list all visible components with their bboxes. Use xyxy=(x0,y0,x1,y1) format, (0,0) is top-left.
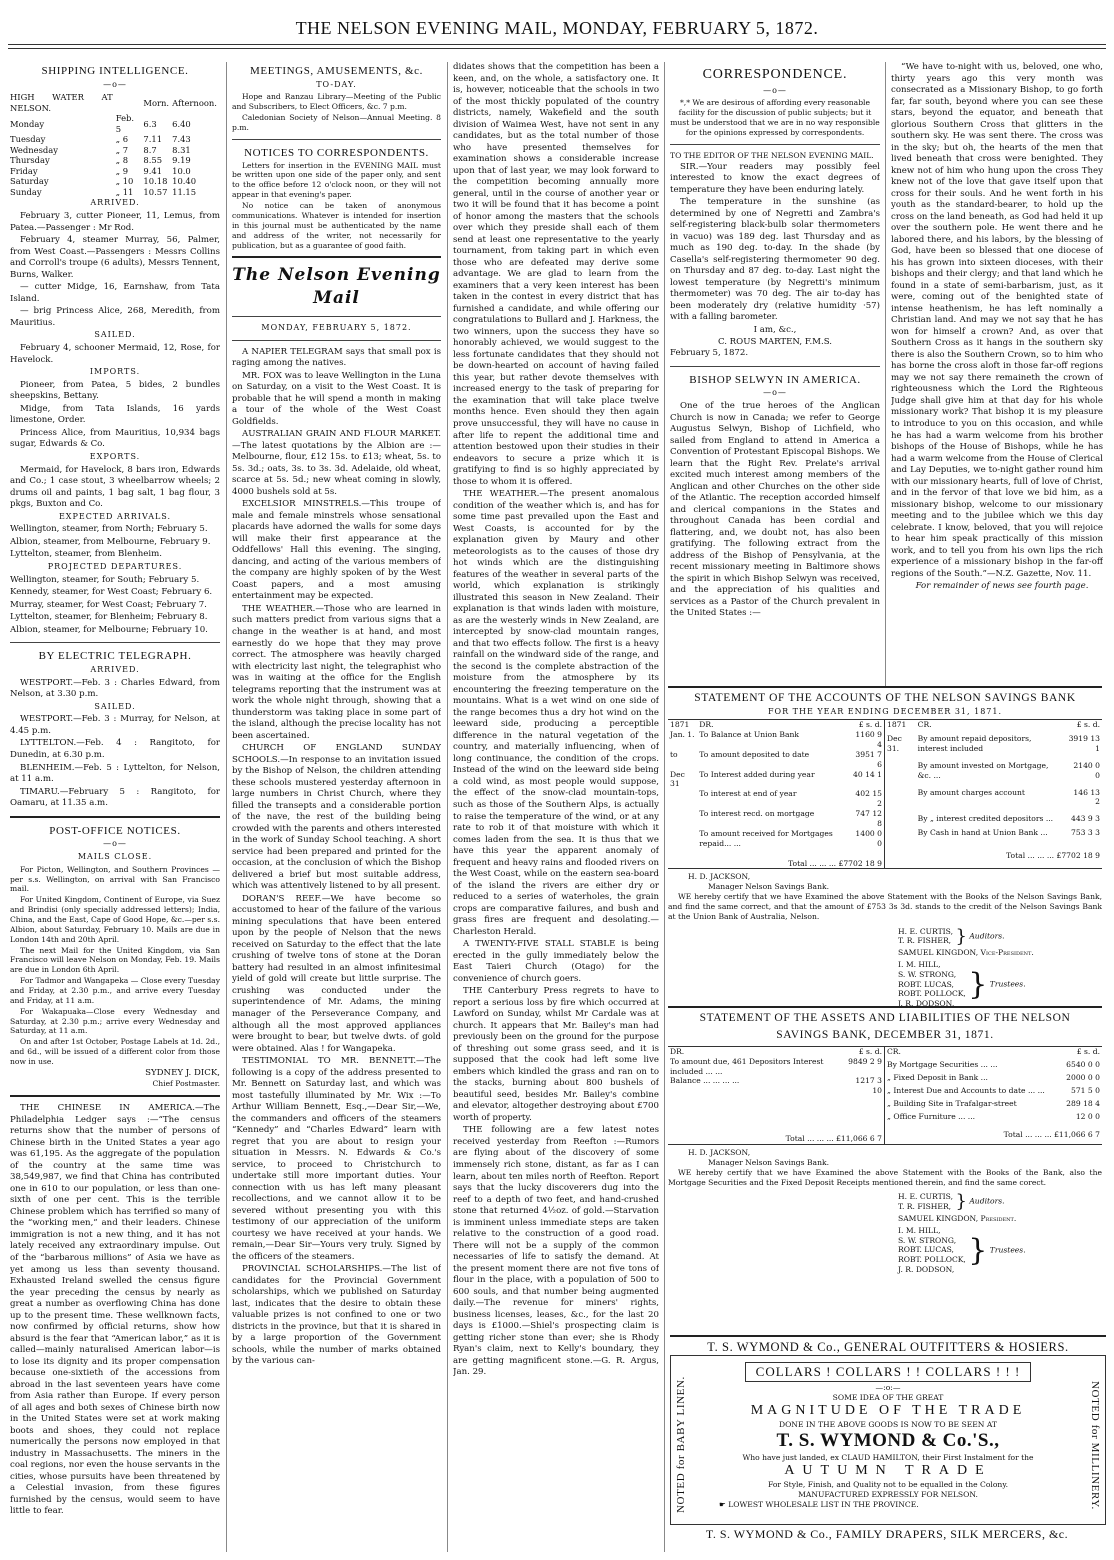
column-divider xyxy=(447,62,448,1552)
meetings-heading: MEETINGS, AMUSEMENTS, &c. xyxy=(250,65,423,77)
liabilities-table xyxy=(668,1047,885,1144)
certification: WE hereby certify that we have Examined the above Statement with the Books of the Nelson Savings Bank, and find the same correct, and that the amount of £753 3s 3d. stands to the credit of the Nelson Savings Bank at the Union Bank of Australia, Nelson. xyxy=(668,892,1102,921)
export-item: Mermaid, for Havelock, 8 bars iron, Edwards and Co.; 1 case stout, 3 wheelbarrow wheels; 2 drums oil and paints, 1 bag salt, 1 bag flour, 3 pkgs, Buxton and Co. xyxy=(10,464,220,510)
telegraph-item: LYTTELTON.—Feb. 4 : Rangitoto, for Dunedin, at 6.30 p.m. xyxy=(10,738,220,760)
table-row: Balance ... ... ... ... 1217 3 10 xyxy=(670,1076,882,1096)
rule xyxy=(232,340,441,341)
vice-president: SAMUEL KINGDON, Vice-President. xyxy=(898,948,1034,958)
manager-title: Manager Nelson Savings Bank. xyxy=(708,1157,829,1167)
table-row: „ Office Furniture ... ... 12 0 0 xyxy=(887,1112,1100,1122)
tg-arrived-heading: ARRIVED. xyxy=(90,664,140,674)
news-paragraph: THE WEATHER.—Those who are learned in such matters predict from various signs that a change in the weather is at hand, and most earnestly do we hope that they may prove correct. The atmosphere was heavily charged with electricity last night, the telegraphist who was in waiting at the office for the English telegrams reporting that the instrument was at work the whole night through, showing that a thunderstorm was taking place in some part of the island, although the precise locality has not been ascertained. xyxy=(232,603,441,741)
expected-item: Lyttelton, steamer, from Blenheim. xyxy=(10,549,162,560)
table-row: Jan. 1. To Balance at Union Bank 1160 9 4 xyxy=(670,730,882,750)
assets-credit-table xyxy=(885,1047,1102,1144)
total-row: Total ... ... ... £7702 18 9 xyxy=(788,858,882,868)
postmaster-title: Chief Postmaster. xyxy=(152,1079,220,1089)
news-paragraph: THE Canterbury Press regrets to have to report a serious loss by fire which occurred at Lawford on Sunday, whilst Mr Cardale was at church. It appears that Mr. Bailey's man had previously been on the ground for the purpose of threshing out some grass seed, and it is supposed that the cook had left some live embers which kindled the grass and ran on to the stacks, burning about 800 bushels of beautiful seed, besides Mr. Bailey's combine and elevator, altogether destroying about £700 worth of property. xyxy=(453,986,659,1123)
news-paragraph: TESTIMONIAL TO MR. BENNETT.—The following is a copy of the address presented to Mr. Bennett on Saturday last, and which was most tastefully illuminated by Mr. Wix :—To Arthur William Bennett, Esq.,—Dear Sir,—We, the commanders and officers of the steamers “Kennedy” and “Charles Edward” learn with regret that you are about to resign your situation in Messrs. N. Edwards & Co.'s service, to proceed to Christchurch to undertake still more important duties. Your connection with us has left many pleasant recollections, and we cannot allow it to be severed without presenting you with this testimony of our appreciation of the uniform courtesy we have received at your hands. We remain,—Dear Sir—Yours very truly. Signed by the officers of the steamers. xyxy=(232,1056,441,1262)
import-item: Midge, from Tata Islands, 16 yards limestone, Order. xyxy=(10,403,220,426)
ad-box xyxy=(670,1355,1106,1525)
column-divider xyxy=(885,62,886,687)
imports-heading: IMPORTS. xyxy=(89,367,141,377)
rule xyxy=(668,1006,1102,1008)
news-paragraph: didates shows that the competition has been a keen, and, on the whole, a satisfactory one. It is, however, noticeable that the schools in two of the most thickly populated of the country districts, namely, Wakefield and the south division of Waimea West, have not sent in any candidates, but as the total number of those who have presented themselves for examination shows a considerable increase upon that of last year, we may look forward to the competition becoming annually more general, until in the course of another year or two it will be found that it has become a point of honor among the masters that the schools over which they preside shall each of them send at least one representative to the yearly tournament, from taking part in which even those who are defeated may derive some advantage. We are glad to learn from the examiners that a very keen interest has been taken in the contest in every district that has furnished a candidate, and while offering our congratulations to Bullard and J. Harkness, the two winners, upon the success they have so honorably achieved, we would suggest to the less fortunate candidates that they should not be down-hearted on account of having failed this year, but rather devote themselves with increased energy to the task of preparing for the examination that will take place twelve months hence. Even should they then again prove unsuccessful, they will have no cause in after life to repent the additional time and attention bestowed upon their studies in their endeavors to secure a prize which it is gratifying to find is so highly appreciated by those to whom it is offered. xyxy=(453,62,659,487)
assets-statement xyxy=(668,1006,1102,1275)
departure-item: Murray, steamer, for West Coast; February 7. xyxy=(10,599,207,610)
selwyn-quote: “We have to-night with us, beloved, one who, thirty years ago this very month was consecrated as a Missionary Bishop, to go forth far, far south, beyond where you can see these stars, beyond the equator, and beneath that glorious Southern Cross that glitters in the southern sky. He was sent there. The cross was in the sky; but oh, the hearts of the men that lived beneath that cross were benighted. They knew not of him who hung upon the cross They knew not of the love that gave itself upon that cross for their souls. And he went forth in his youth as the standard-bearer, to hold up the cross on the land beneath, as God had held it up over the southern pole. He went there and he labored there, and his labors, by the blessing of God, have been so blessed that one diocese of his has grown into sixteen dioceses, with their bishops and their clergy; and that land which he found in a state of semi-barbarism, just, as it were, coming out of the benighted state of intense heathenism, he has left nominally a Christian land. And may we not say that he has won for himself a crown? And, as over that Southern Cross as it hangs in the southern sky there is also the Southern Crown, so to him who has borne the cross aloft in those far-off regions may we not say there remaineth the crown of righteousness which the Lord the Righteous Judge shall give him at that day for his whole missionary work? That bishop it is my pleasure to introduce to you on this occasion, and while he has had a warm welcome from his brother bishops of the House of Bishops, while he has had a warm welcome from the House of Clerical and Lay Deputies, we to-night gather round him with our missionary hearts, full of love of Christ, and in the fervor of that love we bid him, as a missionary bishop, welcome to our missionary meeting and to the jubilee which we this day celebrate. I know, beloved, that you will rejoice to hear him speak practically of this mission work, and to tell you from his own lips the rich experience of a missionary bishop in the far-off regions of the South.”—N.Z. Gazette, Nov. 11. xyxy=(891,62,1103,579)
arrival-item: — brig Princess Alice, 268, Meredith, from Mauritius. xyxy=(10,306,220,328)
assets-heading: STATEMENT OF THE ASSETS AND LIABILITIES OF THE NELSON xyxy=(699,1012,1071,1024)
rule xyxy=(232,256,441,258)
table-row: CR. £ s. d. xyxy=(887,1046,1100,1056)
table-row: „ Interest Due and Accounts to date ... ... 571 5 0 xyxy=(887,1086,1100,1096)
news-paragraph: A TWENTY-FIVE STALL STABLE is being erected in the gully immediately below the East Taieri Church (Otago) for the convenience of church goers. xyxy=(453,939,659,984)
divider: —:o:— xyxy=(875,1383,901,1392)
certification: WE hereby certify that we have Examined the above Statement with the Books of the Bank, also the Mortgage Securities and the Fixed Deposit Receipts mentioned therein, and find the same corect. xyxy=(668,1167,1102,1187)
rule xyxy=(670,366,880,367)
table-row: Dec 31 To Interest added during year 40 14 1 xyxy=(670,769,882,789)
credit-table xyxy=(885,720,1102,868)
masthead-rule-top xyxy=(8,44,1106,45)
news-paragraph: MR. FOX was to leave Wellington in the Luna on Saturday, on a visit to the West Coast. It is probable that he will spend a month in making a tour of the whole of the West Coast Goldfields. xyxy=(232,370,441,427)
mail-item: On and after 1st October, Postage Labels at 1d. 2d., and 6d., will be issued of a different color from those now in use. xyxy=(10,1037,220,1067)
telegraph-item: WESTPORT.—Feb. 3 : Murray, for Nelson, at 4.45 p.m. xyxy=(10,714,220,736)
ad-line: For Style, Finish, and Quality not to be equalled in the Colony. xyxy=(767,1480,1009,1489)
post-office-heading: POST-OFFICE NOTICES. xyxy=(49,824,181,837)
assets-subheading: SAVINGS BANK, DECEMBER 31, 1871. xyxy=(776,1028,994,1041)
selwyn-article: One of the true heroes of the Anglican Church is now in Canada; we refer to George Augustus Selwyn, Bishop of Lichfield, who sailed from England to attend in America a Convention of Protestant Episcopal Bishops. We learn that the Right Rev. Prelate's arrival excited much interest among members of the Anglican and other Churches on the other side of the Atlantic. The reception accorded himself and clerical companions in the States and throughout Canada has been cordial and flattering, and, we doubt not, has also been gratifying. The following extract from the address of the Bishop of Pensylvania, at the recent missionary meeting in Baltimore shows the spirit in which Bishop Selwyn was received, and the appreciation of his qualities and services as a Pastor of the Church prevalent in the United States :— xyxy=(670,400,880,619)
meeting-item: Hope and Ranzau Library—Meeting of the Public and Subscribers, to Elect Officers, &c. 7 p.m. xyxy=(232,92,441,112)
trustee-names: I. M. HILL, S. W. STRONG, ROBT. LUCAS, ROBT. POLLOCK, J. R. DODSON, xyxy=(898,1225,966,1275)
pointing-hand-icon: ☛ xyxy=(719,1500,726,1509)
remainder-note: For remainder of news see fourth page. xyxy=(915,581,1089,592)
rule xyxy=(668,686,1102,688)
expected-item: Albion, steamer, from Melbourne, February 9. xyxy=(10,536,211,547)
brace: } xyxy=(955,1191,967,1213)
brace: } xyxy=(968,1232,988,1268)
ad-body xyxy=(699,1360,1077,1510)
table-row: By „ interest credited depositors ... 443 9 3 xyxy=(917,814,1100,824)
assets-table xyxy=(668,1046,1102,1145)
letter-date: February 5, 1872. xyxy=(670,348,749,359)
divider: —o— xyxy=(763,388,787,398)
table-row: By Cash in hand at Union Bank ... 753 3 3 xyxy=(917,827,1100,837)
ad-line: SOME IDEA OF THE GREAT xyxy=(832,1393,944,1402)
table-row: 1871 CR. £ s. d. xyxy=(887,720,1100,730)
total-row: Total ... ... ... £11,066 6 7 xyxy=(1003,1129,1100,1139)
column-5 xyxy=(891,62,1103,682)
notices-heading: NOTICES TO CORRESPONDENTS. xyxy=(244,146,429,159)
exports-heading: EXPORTS. xyxy=(89,451,141,461)
table-row: By amount charges account 146 13 2 xyxy=(917,787,1100,807)
manager-name: H. D. JACKSON, xyxy=(688,1148,751,1158)
trustees-block xyxy=(898,960,1102,1009)
news-paragraph: PROVINCIAL SCHOLARSHIPS.—The list of candidates for the Provincial Government scholarships, which we published on Saturday last, indicates that the desire to obtain these valuable prizes is not confined to one or two districts in the province, but that it is shared in by a large proportion of the Government schools, while the number of marks obtained by the various can- xyxy=(232,1264,441,1367)
news-paragraph: DORAN'S REEF.—We have become so accustomed to hear of the failure of the various mining speculations that have been entered upon by the people of Nelson that the news received on Saturday to the effect that the late crushing of twelve tons of stone at the Doran battery had resulted in an almost infinitesimal yield of gold will create but little surprise. The crushing was conducted under the superintendence of Mr. Adams, the mining manager of the Perseverance Company, and although all the most approved appliances were brought to bear, but twelve dwts. of gold were obtained. Alas ! for Wangapeka. xyxy=(232,893,441,1054)
rule xyxy=(10,1095,220,1097)
news-paragraph: AUSTRALIAN GRAIN AND FLOUR MARKET.—The latest quotations by the Albion are :—Melbourne, flour, £12 15s. to £13; wheat, 5s. to 5s. 3d.; oats, 3s. to 3s. 3d. Adelaide, old wheat, scarce at 5s. 5d.; new wheat coming in slowly, 4000 bushels sold at 5s. xyxy=(232,429,441,497)
departure-item: Lyttelton, steamer, for Blenheim; February 8. xyxy=(10,612,208,623)
table-row: To interest recd. on mortgage 747 12 8 xyxy=(699,809,882,828)
column-1 xyxy=(10,62,220,1552)
notice-item: No notice can be taken of anonymous communications. Whatever is intended for insertion in this journal must be authenticated by the name and address of the writer, not necessarily for publication, but as a guarantee of good faith. xyxy=(232,201,441,250)
table-row: 1871 DR. £ s. d. xyxy=(670,720,882,730)
auditor-names: H. E. CURTIS, T. R. FISHER, xyxy=(898,926,954,946)
shipping-heading: SHIPPING INTELLIGENCE. xyxy=(41,65,189,77)
tide-header: HIGH WATER AT NELSON. xyxy=(10,92,113,113)
news-paragraph: A NAPIER TELEGRAM says that small pox is raging among the natives. xyxy=(232,346,441,369)
today-label: TO-DAY. xyxy=(316,79,357,89)
arrival-item: February 4, steamer Murray, 56, Palmer, from West Coast.—Passengers : Messrs Collins and Corroll's troupe (6 adults), Messrs Tennent, Burns, Walker. xyxy=(10,235,220,280)
mail-item: For Wakapuaka—Close every Wednesday and Saturday, at 2.30 p.m.; arrive every Wednesday and Saturday, at 11 a.m. xyxy=(10,1006,220,1036)
trustees-label: Trustees. xyxy=(989,979,1026,989)
news-paragraph: CHURCH OF ENGLAND SUNDAY SCHOOLS.—In response to an invitation issued by the Bishop of Nelson, the children attending these schools mustered yesterday afternoon in large numbers in Christ Church, where they filled the transepts and a considerable portion of the nave, the rest of the building being crowded with the parents and others interested in the work of Sunday School teaching. A short service had been prepared and printed for the occasion, at the conclusion of which the Bishop delivered a brief but most suitable address, which was attentively listened to by all present. xyxy=(232,743,441,892)
column-3 xyxy=(453,62,659,1552)
ad-line: DONE IN THE ABOVE GOODS IS NOW TO BE SEEN AT xyxy=(778,1420,997,1429)
table-row: To interest at end of year 402 15 2 xyxy=(699,789,882,809)
telegraph-heading: BY ELECTRIC TELEGRAPH. xyxy=(38,650,192,663)
chinese-article: THE CHINESE IN AMERICA.—The Philadelphia Ledger says :—“The census returns show that the number of persons of Chinese birth in the United States a year ago was 61,195. As the aggregate of the population of the country at the same time was 38,549,987, we find that China has contributed one in 610 to our population, or less than one-sixth of one per cent. This is the terrible Chinese problem which has terrified so many of the “working men,” and their leaders. Chinese immigration is not a new thing, and it has not lately received any extraordinary impulse. Out of the “barbarous millions” of Asia we have as yet among us less than seventy thousand. Exhausted Ireland swelled the census figure the year preceding the census by nearly as great a number as overflowing China has done up to the present time. These wellknown facts, now confirmed by official returns, show how absurd is the fear that “American labor,” as it is called—mainly naturalised American labor—is to lose its dignity and its proper compensation because one-sixtieth of the accessions from abroad in the last seventeen years have come from Asia rather than Europe. If every person of all ages and both sexes of Chinese birth now in the United States were set at work making boots and shoes, they could not replace numerically the persons now employed in that industry in Massachusetts. The miners in the coal regions, nor even the house servants in the cities, whose pursuits have been threatened by a Celestial invasion, from these figures furnished by the census, would seem to have little to fear. xyxy=(10,1103,220,1517)
table-row: By amount invested on Mortgage, &c. ... 2140 0 0 xyxy=(917,760,1100,780)
ad-title: T. S. WYMOND & Co., GENERAL OUTFITTERS & HOSIERS. xyxy=(707,1340,1069,1354)
arrived-heading: ARRIVED. xyxy=(90,198,140,208)
table-row: Dec 31. By amount repaid depositors, interest included 3919 13 1 xyxy=(887,733,1100,753)
departure-item: Albion, steamer, for Melbourne; February 10. xyxy=(10,624,208,635)
news-paragraph: EXCELSIOR MINSTRELS.—This troupe of male and female minstrels whose sensational placards have adorned the walls for some days will make their first appearance at the Oddfellows' Hall this evening. The singing, dancing, and acting of the various members of the company are highly spoken of by the West Coast papers, and a most amusing entertainment may be expected. xyxy=(232,499,441,602)
column-divider xyxy=(226,62,227,1552)
column-4 xyxy=(670,62,880,682)
tide-row: Thursday „ 8 8.55 9.19 xyxy=(10,155,191,166)
auditors-label: Auditors. xyxy=(969,1197,1005,1207)
trustee-names: I. M. HILL, S. W. STRONG, ROBT. LUCAS, ROBT. POLLOCK, J. R. DODSON, xyxy=(898,959,966,1009)
masthead-rule-bottom xyxy=(8,48,1106,49)
tide-row: Wednesday „ 7 8.7 8.31 xyxy=(10,144,191,155)
rule xyxy=(232,316,441,317)
president: SAMUEL KINGDON, President. xyxy=(898,1213,1017,1223)
rule xyxy=(10,642,220,643)
table-row: „ Building Site in Trafalgar-street 289 18 4 xyxy=(887,1099,1100,1109)
rule xyxy=(232,139,441,140)
arrival-item: — cutter Midge, 16, Earnshaw, from Tata Island. xyxy=(10,282,220,304)
manager-name: H. D. JACKSON, xyxy=(688,872,751,882)
column-divider xyxy=(664,62,665,1552)
mail-item: For United Kingdom, Continent of Europe, via Suez and Brindisi (only specially addressed letters); India, China, and the East, Cape of Good Hope, &c.—per s.s. Albion, about Saturday, February 10. Mails are due in London 14th and 20th April. xyxy=(10,895,220,944)
ad-line: MANUFACTURED EXPRESSLY FOR NELSON. xyxy=(798,1490,978,1499)
tide-row: Tuesday „ 6 7.11 7.43 xyxy=(10,134,191,145)
mail-item: For Picton, Wellington, and Southern Provinces —per s.s. Wellington, on arrival with San Francisco mail. xyxy=(10,864,220,894)
table-row: By Mortgage Securities ... ... 6540 0 0 xyxy=(887,1059,1100,1069)
trustees-block xyxy=(898,1226,1102,1275)
manager-title: Manager Nelson Savings Bank. xyxy=(708,882,829,892)
auditor-names: H. E. CURTIS, T. R. FISHER, xyxy=(898,1192,954,1212)
disclaimer: *,* We are desirous of affording every reasonable facility for the discussion of public subjects; but it must be understood that we are in no way responsible for the opinions expressed by correspondents. xyxy=(670,98,880,138)
departure-item: Wellington, steamer, for South; February 5. xyxy=(10,574,200,585)
tide-header: Afternoon. xyxy=(172,97,217,108)
tide-row: Sunday „ 11 10.57 11.15 xyxy=(10,186,197,197)
column-2 xyxy=(232,62,441,1552)
signatory: C. ROUS MARTEN, F.M.S. xyxy=(717,336,833,347)
letter-paragraph: SIR.—Your readers may possibly feel interested to know the exact degrees of temperature they have been enduring lately. xyxy=(670,161,880,195)
tg-sailed-heading: SAILED. xyxy=(94,701,136,711)
table-row: To amount due, 461 Depositors Interest included ... ... 9849 2 9 xyxy=(670,1056,882,1076)
telegraph-item: TIMARU.—February 5 : Rangitoto, for Oamaru, at 11.35 a.m. xyxy=(10,786,220,809)
divider: —o— xyxy=(103,839,127,849)
wymond-advertisement xyxy=(670,1335,1106,1545)
import-item: Princess Alice, from Mauritius, 10,934 bags sugar, Edwards & Co. xyxy=(10,427,220,450)
sailed-item: February 4, schooner Mermaid, 12, Rose, for Havelock. xyxy=(10,343,220,365)
postmaster-signature: SYDNEY J. DICK, xyxy=(145,1067,220,1078)
trustees-label: Trustees. xyxy=(989,1245,1026,1255)
masthead: THE NELSON EVENING MAIL, MONDAY, FEBRUARY 5, 1872. xyxy=(295,18,819,38)
total-row: Total ... ... ... £11,066 6 7 xyxy=(785,1134,882,1144)
brace: } xyxy=(955,925,967,947)
auditors-label: Auditors. xyxy=(969,931,1005,941)
ad-line: Who have just landed, ex CLAUD HAMILTON, their First Instalment for the xyxy=(742,1453,1034,1462)
expected-item: Wellington, steamer, from North; February 5. xyxy=(10,524,208,535)
ad-bottom-line: T. S. WYMOND & Co., FAMILY DRAPERS, SILK MERCERS, &c. xyxy=(705,1527,1069,1541)
dateline: MONDAY, FEBRUARY 5, 1872. xyxy=(261,322,412,332)
ad-side-right: NOTED for MILLINERY. xyxy=(1089,1380,1101,1510)
tide-header: Morn. xyxy=(143,97,170,108)
accounts-table xyxy=(668,719,1102,869)
correspondence-heading: CORRESPONDENCE. xyxy=(702,67,848,82)
mail-item: The next Mail for the United Kingdom, via San Francisco will leave Nelson on Monday, Feb. 19. Mails are due in London 6th April. xyxy=(10,945,220,975)
news-paragraph: THE following are a few latest notes received yesterday from Reefton :—Rumors are flying about of the discovery of some immensely rich stone, distant, as far as I can learn, about ten miles north of Reefton. Report says that the lucky discoverers dug into the reef to a depth of two feet, and hand-crushed stone that returned 4½oz. of gold.—Starvation is imminent unless immediate steps are taken relative to the construction of a good road. There will not be a supply of the common necessaries of life to satisfy the demand. At the present moment there are not five tons of flour in the place, with a population of 500 to 600 souls, and that number being augmented daily.—The revenue for miners' rights, business licenses, leases, &c., for the last 20 days is £1000.—Shiel's prospecting claim is getting richer stone than ever; she is Rhody Ryan's claim, next to Kelly's boundary, they are getting magnificent stone.—G. R. Argus, Jan. 29. xyxy=(453,1125,659,1378)
rule xyxy=(670,144,880,145)
to-editor: TO THE EDITOR OF THE NELSON EVENING MAIL. xyxy=(670,150,874,160)
selwyn-heading: BISHOP SELWYN IN AMERICA. xyxy=(689,373,861,386)
tide-table xyxy=(10,92,220,197)
notice-item: Letters for insertion in the EVENING MAIL must be written upon one side of the paper only, and sent to the office before 12 o'clock noon, or they will not appear in that evening's paper. xyxy=(232,160,441,200)
signoff: I am, &c., xyxy=(753,324,797,335)
letter-paragraph: The temperature in the sunshine (as determined by one of Negretti and Zambra's self-registering black-bulb solar thermometers in vacuo) was 189 deg. last Thursday and as much as 190 deg. to-day. In the shade (by Casella's self-registering thermometer 90 deg. on Thursday and 87 deg. to-day. Last night the lowest temperature (by Negretti's minimum thermometer) was 70 deg. The air to-day has been moderately dry (relative humidity ·57) with a falling barometer. xyxy=(670,197,880,323)
mails-heading: MAILS CLOSE. xyxy=(77,852,153,862)
table-row: To amount received for Mortgages repaid... ... 1400 0 0 xyxy=(699,828,882,848)
telegraph-item: WESTPORT.—Feb. 3 : Charles Edward, from Nelson, at 3.30 p.m. xyxy=(10,677,220,700)
rule xyxy=(670,1335,1106,1337)
divider: —o— xyxy=(103,79,127,89)
departures-heading: PROJECTED DEPARTURES. xyxy=(47,561,183,571)
tide-row: Monday Feb. 5 6.3 6.40 xyxy=(10,113,191,134)
departure-item: Kennedy, steamer, for West Coast; February 6. xyxy=(10,587,213,598)
accounts-subheading: FOR THE YEAR ENDING DECEMBER 31, 1871. xyxy=(767,706,1003,716)
expected-heading: EXPECTED ARRIVALS. xyxy=(58,511,172,521)
auditors-block xyxy=(898,1190,1102,1213)
nameplate: The Nelson Evening Mail xyxy=(232,265,441,309)
mail-item: For Tadmor and Wangapeka — Close every Tuesday and Friday, at 2.30 p.m., and arrive every Tuesday and Friday, at 11 a.m. xyxy=(10,976,220,1005)
collars-banner: COLLARS ! COLLARS ! ! COLLARS ! ! ! xyxy=(745,1362,1032,1382)
table-row: DR. £ s. d. xyxy=(670,1046,882,1056)
auditors-block xyxy=(898,925,1102,948)
telegraph-item: BLENHEIM.—Feb. 5 : Lyttelton, for Nelson, at 11 a.m. xyxy=(10,762,220,785)
magnitude-line: MAGNITUDE OF THE TRADE xyxy=(750,1403,1026,1418)
ad-side-left: NOTED for BABY LINEN. xyxy=(675,1376,687,1514)
table-row: „ Fixed Deposit in Bank ... 2000 0 0 xyxy=(887,1073,1100,1083)
total-row: Total ... ... ... £7702 18 9 xyxy=(1006,851,1100,861)
debit-table xyxy=(668,720,885,868)
tide-row: Saturday „ 10 10.18 10.40 xyxy=(10,176,197,187)
import-item: Pioneer, from Patea, 5 bides, 2 bundles sheepskins, Bettany. xyxy=(10,379,220,402)
ad-line: ☛ LOWEST WHOLESALE LIST IN THE PROVINCE. xyxy=(719,1500,919,1509)
table-row: to To amount deposited to date 3951 7 6 xyxy=(670,749,882,769)
divider: —o— xyxy=(763,85,787,95)
ad-firm-name: T. S. WYMOND & Co.'S., xyxy=(776,1430,1000,1451)
accounts-heading: STATEMENT OF THE ACCOUNTS OF THE NELSON SAVINGS BANK xyxy=(694,692,1076,704)
meeting-item: Caledonian Society of Nelson—Annual Meeting. 8 p.m. xyxy=(232,113,441,133)
accounts-statement xyxy=(668,686,1102,1009)
news-paragraph: THE WEATHER.—The present anomalous condition of the weather which is, and has for some time past prevailed upon the East and West Coasts, is accounted for by the explanation given by Maury and other meteorologists as to the causes of those dry hot winds which are the distinguishing features of the weather in several parts of the world, which explanation is strikingly illustrated this season in New Zealand. Their explanation is that winds laden with moisture, as are the westerly winds in New Zealand, are intercepted by snow-clad mountain ranges, and that two effects follow. The first is a heavy rainfall on the windward side of the range, and the second is the complete abstraction of the moisture from the atmosphere by its encountering the freezing temperature on the mountains. What is a wet wind on one side of the range becomes thus a dry hot wind on the leeward side, producing a perceptible difference in the natural vegetation of the country, and materially influencing, when of long continuance, the condition of the crops. Instead of the wind on the leeward side being a cold wind, as most people would suppose, the effect of the snow-clad mountain-tops, such as those of the Southern Alps, is actually to raise the temperature of the wind, or at any rate to rob it of that moisture with which it comes laden from the sea. It is thus that we have this year the apparent anomaly of frequent and heavy rains and flooded rivers on the West Coast, while on the eastern sea-board of the island the rivers are either dry or reduced to a series of waterholes, the grain crops are comparative failures, and bush and grass fires are frequent and desolating.—Charleston Herald. xyxy=(453,489,659,937)
tide-row: Friday „ 9 9.41 10.0 xyxy=(10,165,191,176)
autumn-trade-line: AUTUMN TRADE xyxy=(784,1463,992,1478)
sailed-heading: SAILED. xyxy=(94,330,136,340)
rule xyxy=(10,816,220,818)
arrival-item: February 3, cutter Pioneer, 11, Lemus, from Patea.—Passenger : Mr Rod. xyxy=(10,211,220,233)
brace: } xyxy=(968,967,988,1003)
